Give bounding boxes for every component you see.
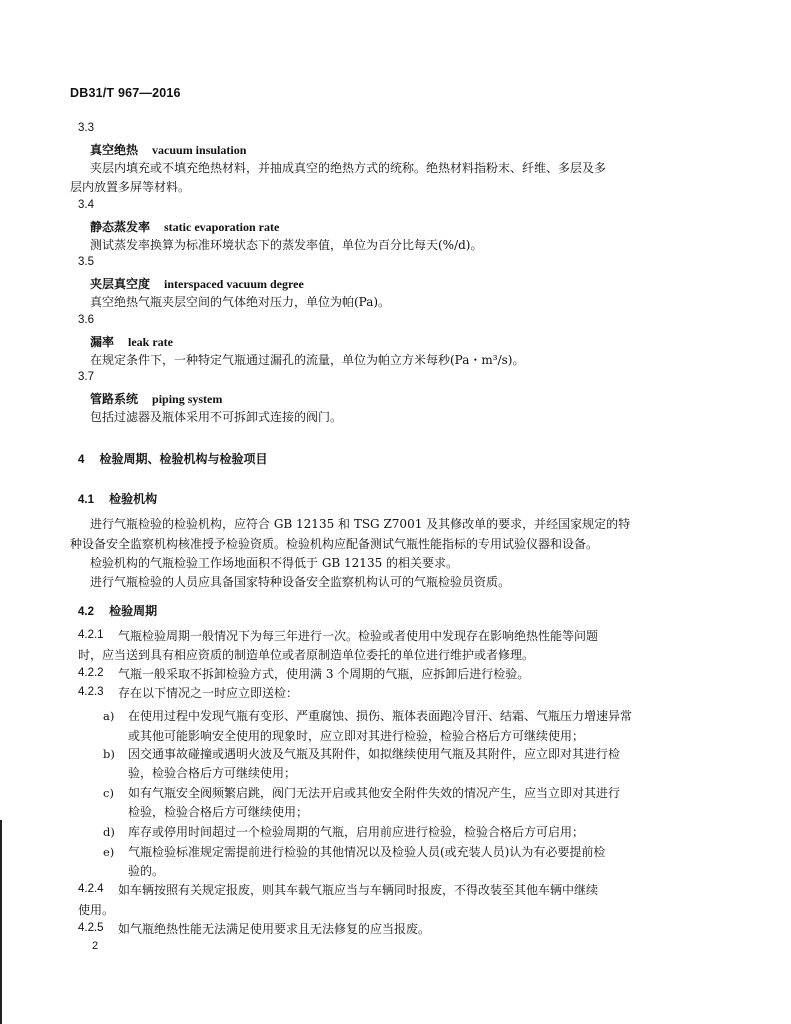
term-zh: 静态蒸发率 [90,220,151,234]
term-number: 3.5 [78,256,94,268]
term-zh: 漏率 [90,335,115,349]
list-item-label: c) [103,786,114,800]
subsection-number: 4.2 [78,606,94,618]
section-heading [78,448,268,467]
subsection-title: 检验周期 [109,604,158,618]
clause-number: 4.2.3 [78,686,104,698]
clause-number: 4.2.4 [78,883,104,895]
list-item-text: 如有气瓶安全阀频繁启跳，阀门无法开启或其他安全附件失效的情况产生，应当立即对其进行 [128,786,621,800]
term-zh: 管路系统 [90,392,139,406]
list-item-text: 因交通事故碰撞或遇明火波及气瓶及其附件，如拟继续使用气瓶及其附件，应立即对其进行检 [128,747,621,761]
term-en: vacuum insulation [152,143,247,157]
clause-number: 4.2.5 [78,922,104,934]
clause-number: 4.2.2 [78,667,104,679]
term-number: 3.6 [78,314,94,326]
term-definition: 层内放置多屏等材料。 [70,180,191,194]
term-zh: 夹层真空度 [90,277,151,291]
term-en: piping system [152,392,223,406]
term-definition: 包括过滤器及瓶体采用不可拆卸式连接的阀门。 [90,410,343,424]
term-definition: 真空绝热气瓶夹层空间的气体绝对压力，单位为帕(Pa)。 [90,295,391,309]
section-number: 4 [78,454,85,466]
list-item-label: e) [103,845,115,859]
term-definition: 夹层内填充或不填充绝热材料，并抽成真空的绝热方式的统称。绝热材料指粉末、纤维、多层及多 [90,161,607,175]
list-item-text: 库存或停用时间超过一个检验周期的气瓶，启用前应进行检验，检验合格后方可启用； [128,825,585,839]
clause-text: 时，应当送到具有相应资质的制造单位或者原制造单位委托的单位进行维护或者修理。 [78,648,535,662]
clause-text: 气瓶一般采取不拆卸检验方式，使用满 3 个周期的气瓶，应拆卸后进行检验。 [118,667,530,681]
clause-number: 4.2.1 [78,629,104,641]
term-en: leak rate [128,335,173,349]
term-heading [90,390,222,407]
list-item-text: 验，检验合格后方可继续使用； [128,766,297,780]
subsection-title: 检验机构 [109,492,158,506]
list-item-label: a) [103,709,115,723]
term-definition: 测试蒸发率换算为标准环境状态下的蒸发率值，单位为百分比每天(%/d)。 [90,238,483,252]
list-item-label: d) [103,825,115,839]
clause-text: 气瓶检验周期一般情况下为每三年进行一次。检验或者使用中发现存在影响绝热性能等问题 [118,629,599,643]
clause-text: 如气瓶绝热性能无法满足使用要求且无法修复的应当报废。 [118,922,431,936]
term-en: interspaced vacuum degree [164,277,304,291]
term-heading [90,218,279,235]
paragraph-line: 种设备安全监察机构核准授予检验资质。检验机构应配备测试气瓶性能指标的专用试验仪器和设备。 [70,537,599,551]
clause-text: 如车辆按照有关规定报废，则其车载气瓶应当与车辆同时报废，不得改装至其他车辆中继续 [118,883,599,897]
paragraph-line: 进行气瓶检验的人员应具备国家特种设备安全监察机构认可的气瓶检验员资质。 [90,575,511,589]
list-item-text: 验的。 [128,864,165,878]
list-item-text: 或其他可能影响安全使用的现象时，应立即对其进行检验，检验合格后方可继续使用； [128,729,585,743]
subsection-heading [78,488,157,507]
term-en: static evaporation rate [164,220,280,234]
document-code: DB31/T 967—2016 [70,86,181,100]
subsection-number: 4.1 [78,494,94,506]
list-item-text: 气瓶检验标准规定需提前进行检验的其他情况以及检验人员(或充装人员)认为有必要提前检 [128,845,606,859]
list-item-text: 检验，检验合格后方可继续使用； [128,805,309,819]
section-title: 检验周期、检验机构与检验项目 [99,452,268,466]
page-number: 2 [92,940,99,952]
paragraph-line: 检验机构的气瓶检验工作场地面积不得低于 GB 12135 的相关要求。 [90,556,459,570]
paragraph-line: 进行气瓶检验的检验机构，应符合 GB 12135 和 TSG Z7001 及其修改单的要求，并经国家规定的特 [90,517,631,531]
list-item-label: b) [103,747,115,761]
term-number: 3.3 [78,122,94,134]
scan-edge-line [0,820,2,1024]
term-heading [90,333,173,350]
term-heading [90,275,304,292]
clause-text: 使用。 [78,903,115,917]
term-definition: 在规定条件下，一种特定气瓶通过漏孔的流量，单位为帕立方米每秒(Pa・m³/s)。 [90,353,525,367]
term-heading [90,141,246,158]
list-item-text: 在使用过程中发现气瓶有变形、严重腐蚀、损伤、瓶体表面跑冷冒汗、结霜、气瓶压力增速异常 [128,709,633,723]
term-zh: 真空绝热 [90,143,139,157]
clause-text: 存在以下情况之一时应立即送检： [118,686,299,700]
subsection-heading [78,600,157,619]
term-number: 3.7 [78,371,94,383]
term-number: 3.4 [78,199,94,211]
